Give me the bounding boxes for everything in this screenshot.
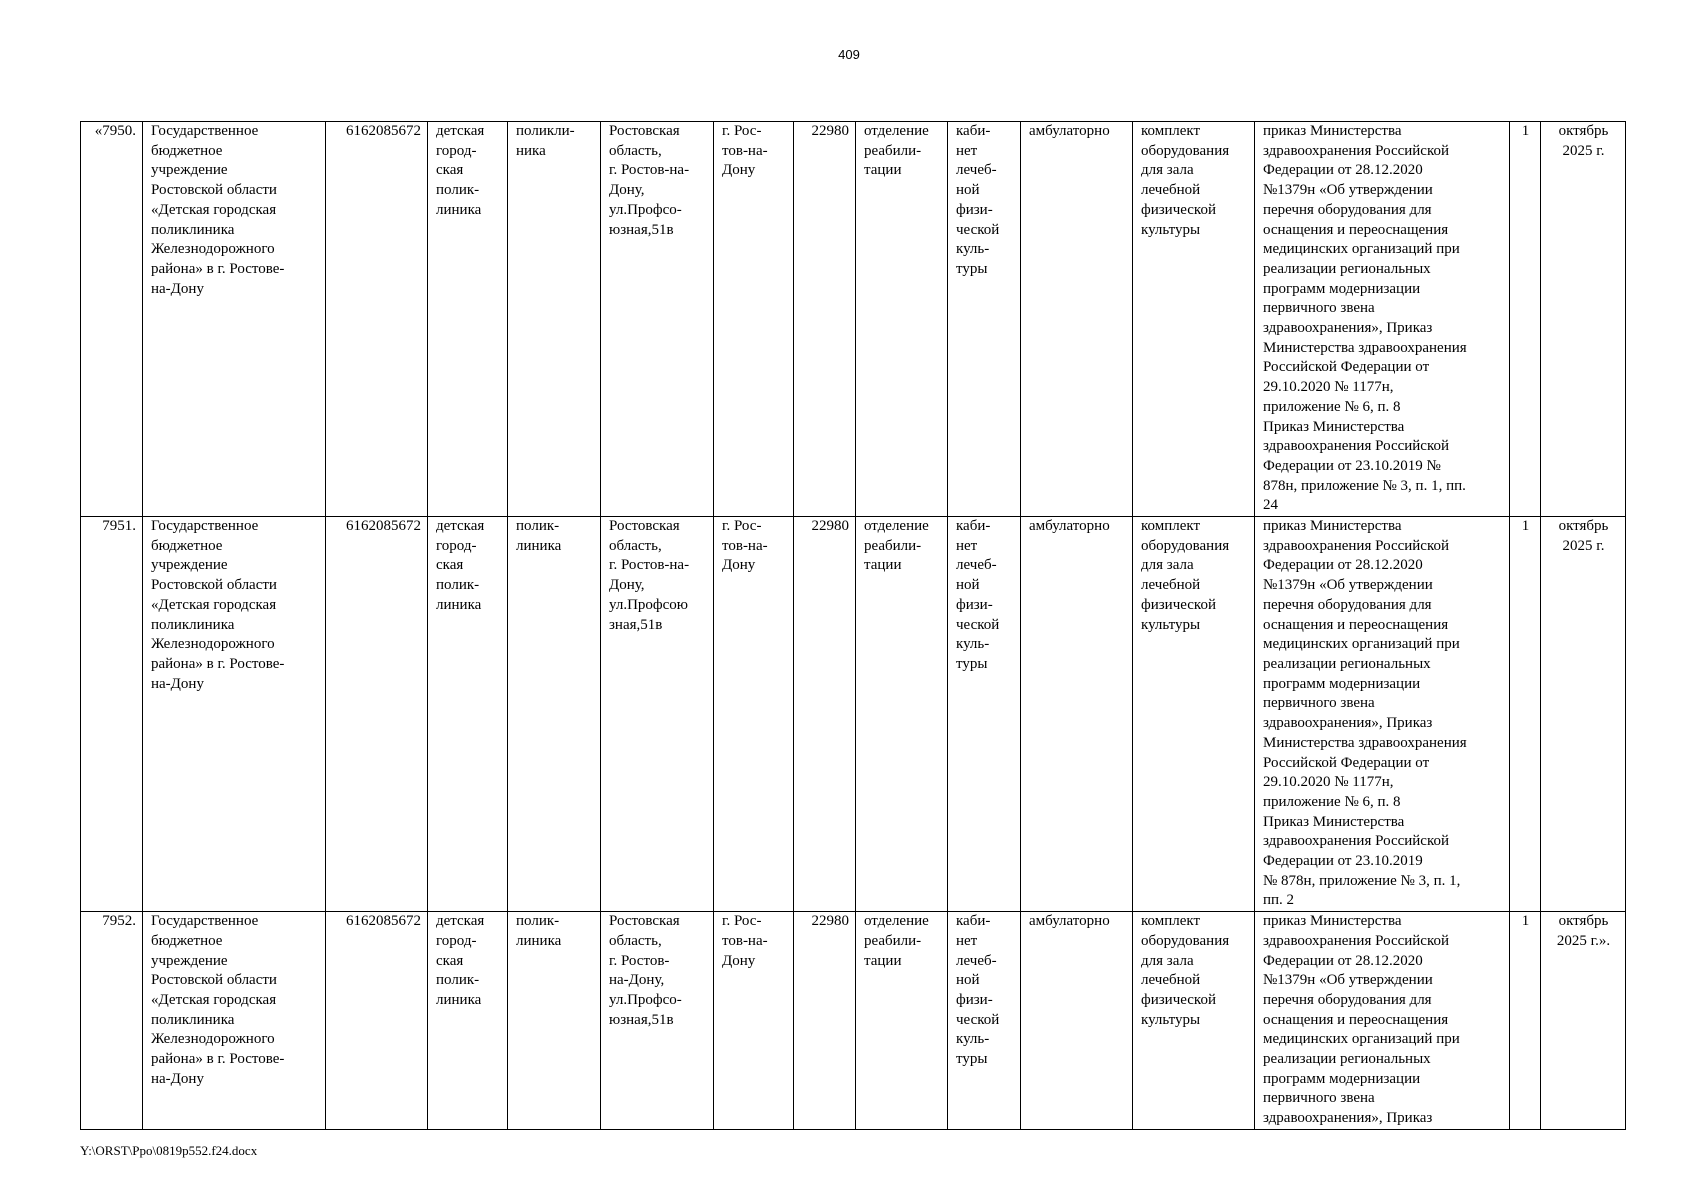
cell-term [1541,517,1626,912]
cell-text-line: Дону [722,557,756,574]
cell-text-line: для зала [1141,162,1194,179]
cell-city [714,122,794,517]
cell-text-line: октябрь [1558,518,1609,535]
cell-text-line: нет [956,932,978,949]
cell-text-line: Ростовская [609,123,680,139]
cell-text-line: № 878н, приложение № 3, п. 1, [1263,872,1461,889]
cell-text-line: программ модернизации [1263,1070,1421,1087]
cell-text-line: района» в г. Ростове- [151,260,285,277]
cell-organization [143,517,326,912]
cell-text-line: Приказ Министерства [1263,813,1405,830]
cell-org-kind [508,517,601,912]
cell-code: 22980 [794,517,856,912]
cell-text-line: ская [436,557,464,574]
cell-legal-basis [1255,912,1510,1130]
cell-text-line: Железнодорожного [151,241,275,258]
cell-text-line: культуры [1141,221,1201,238]
cell-text-line: первичного звена [1263,1090,1375,1107]
cell-text-line: туры [956,1051,988,1068]
cell-text-line: оснащения и переоснащения [1263,221,1449,238]
cell-text-line: Российской Федерации от [1263,754,1430,771]
cell-text-line: физи- [956,991,993,1008]
cell-text-line: полик- [516,518,560,535]
cell-text-line: на-Дону [151,280,204,297]
cell-row-number: 7951. [81,517,143,912]
cell-text-line: куль- [956,636,990,653]
page-number: 409 [838,47,860,62]
cell-text-line: здравоохранения Российской [1263,438,1450,455]
cell-text-line: ул.Профсо- [609,201,682,218]
cell-text-line: область, [609,537,662,554]
cell-text-line: приложение № 6, п. 8 [1263,793,1401,810]
cell-text-line: пп. 2 [1263,892,1295,909]
cell-text-line: г. Ростов- [609,952,670,969]
cell-text-line: лечебной [1141,577,1201,594]
cell-text-line: медицинских организаций при [1263,241,1460,258]
cell-row-number: «7950. [81,122,143,517]
cell-text-line: Государственное [151,518,259,535]
footer-file-path: Y:\ORST\Ppo\0819p552.f24.docx [80,1143,258,1158]
cell-text-line: «Детская городская [151,991,277,1008]
cell-text-line: лечеб- [956,557,997,574]
cell-text-line: учреждение [151,162,228,179]
cell-text-line: туры [956,655,988,672]
cell-text-line: Ростовская [609,913,680,930]
cell-text-line: программ модернизации [1263,675,1421,692]
cell-text-line: комплект [1141,913,1201,930]
cell-city [714,912,794,1130]
cell-text-line: реабили- [864,932,922,949]
cell-text-line: отделение [864,913,929,930]
cell-text-line: физической [1141,201,1216,218]
cell-code: 22980 [794,122,856,517]
cell-text-line: тации [864,952,902,969]
cell-text-line: Дону, [609,577,645,594]
cell-text-line: Министерства здравоохранения [1263,339,1467,356]
cell-care-mode: амбулаторно [1021,517,1133,912]
cell-city [714,517,794,912]
cell-text-line: октябрь [1558,123,1609,139]
cell-text-line: приказ Министерства [1263,518,1402,535]
cell-text-line: ной [956,182,980,199]
cell-text-line: лечебной [1141,972,1201,989]
cell-text-line: юзная,51в [609,1011,674,1028]
cell-text-line: нет [956,142,978,159]
cell-text-line: Дону, [609,182,645,199]
table-row [81,912,1626,1130]
cell-text-line: Железнодорожного [151,636,275,653]
cell-org-type [428,517,508,912]
cell-quantity: 1 [1510,912,1541,1130]
cell-text-line: линика [516,537,562,554]
cell-text-line: физической [1141,991,1216,1008]
cell-text-line: Дону [722,952,756,969]
cell-row-number: 7952. [81,912,143,1130]
cell-code: 22980 [794,912,856,1130]
cell-text-line: здравоохранения Российской [1263,537,1450,554]
cell-text-line: Железнодорожного [151,1031,275,1048]
cell-text-line: отделение [864,518,929,535]
cell-text-line: область, [609,932,662,949]
cell-text-line: здравоохранения», Приказ [1263,715,1433,732]
cell-organization [143,122,326,517]
cell-org-type [428,912,508,1130]
cell-text-line: куль- [956,241,990,258]
cell-address [601,517,714,912]
cell-quantity: 1 [1510,122,1541,517]
cell-text-line: линика [436,201,482,218]
cell-text-line: ной [956,972,980,989]
cell-organization [143,912,326,1130]
cell-text-line: г. Ростов-на- [609,162,690,179]
cell-text-line: полик- [516,913,560,930]
cell-text-line: перечня оборудования для [1263,596,1432,613]
cell-text-line: ул.Профсою [609,596,688,613]
cell-text-line: реализации региональных [1263,655,1431,672]
cell-text-line: района» в г. Ростове- [151,655,285,672]
cell-text-line: №1379н «Об утверждении [1263,182,1433,199]
cell-text-line: здравоохранения», Приказ [1263,1110,1433,1127]
cell-text-line: лечеб- [956,952,997,969]
cell-text-line: город- [436,932,477,949]
cell-text-line: юзная,51в [609,221,674,238]
cell-text-line: 2025 г. [1562,537,1605,554]
cell-text-line: учреждение [151,557,228,574]
cell-text-line: ника [516,142,546,159]
cell-department [856,912,948,1130]
cell-text-line: каби- [956,913,991,930]
cell-text-line: каби- [956,518,991,535]
cell-org-type [428,122,508,517]
cell-text-line: ул.Профсо- [609,991,682,1008]
cell-text-line: ческой [956,1011,1000,1028]
cell-text-line: ская [436,162,464,179]
cell-text-line: комплект [1141,123,1201,139]
cell-text-line: Приказ Министерства [1263,418,1405,435]
cell-legal-basis [1255,517,1510,912]
cell-text-line: на-Дону [151,675,204,692]
cell-text-line: г. Рос- [722,123,762,139]
cell-text-line: октябрь [1558,913,1609,930]
cell-text-line: здравоохранения Российской [1263,833,1450,850]
cell-text-line: оснащения и переоснащения [1263,616,1449,633]
cell-text-line: бюджетное [151,932,223,949]
cell-text-line: 2025 г.». [1556,932,1611,949]
cell-text-line: Ростовской области [151,182,277,199]
cell-text-line: Ростовской области [151,972,277,989]
cell-text-line: город- [436,537,477,554]
cell-inn: 6162085672 [326,517,428,912]
cell-text-line: поликли- [516,123,575,139]
cell-text-line: Ростовская [609,518,680,535]
cell-equipment [1133,912,1255,1130]
table-row [81,122,1626,517]
cell-text-line: учреждение [151,952,228,969]
cell-text-line: зная,51в [609,616,663,633]
cell-text-line: отделение [864,123,929,139]
cell-text-line: Федерации от 28.12.2020 [1263,557,1423,574]
cell-text-line: для зала [1141,557,1194,574]
cell-text-line: №1379н «Об утверждении [1263,972,1433,989]
cell-text-line: комплект [1141,518,1201,535]
cell-text-line: бюджетное [151,142,223,159]
cell-text-line: культуры [1141,616,1201,633]
cell-text-line: ной [956,577,980,594]
cell-text-line: тации [864,162,902,179]
cell-text-line: ская [436,952,464,969]
cell-text-line: детская [436,913,485,930]
cell-text-line: перечня оборудования для [1263,991,1432,1008]
cell-text-line: культуры [1141,1011,1201,1028]
cell-text-line: оборудования [1141,932,1230,949]
cell-address [601,122,714,517]
cell-text-line: «Детская городская [151,596,277,613]
cell-text-line: Российской Федерации от [1263,359,1430,376]
cell-text-line: ческой [956,221,1000,238]
cell-inn: 6162085672 [326,122,428,517]
cell-text-line: г. Рос- [722,913,762,930]
cell-text-line: на-Дону [151,1070,204,1087]
cell-text-line: 878н, приложение № 3, п. 1, пп. [1263,477,1466,494]
cell-legal-basis [1255,122,1510,517]
cell-text-line: полик- [436,577,480,594]
cell-inn: 6162085672 [326,912,428,1130]
cell-address [601,912,714,1130]
cell-text-line: тов-на- [722,142,768,159]
cell-text-line: тов-на- [722,537,768,554]
cell-text-line: тов-на- [722,932,768,949]
cell-text-line: область, [609,142,662,159]
cell-text-line: детская [436,518,485,535]
cell-text-line: тации [864,557,902,574]
cell-text-line: Ростовской области [151,577,277,594]
cell-department [856,122,948,517]
cell-text-line: поликлиника [151,221,235,238]
cell-text-line: перечня оборудования для [1263,201,1432,218]
cell-text-line: полик- [436,972,480,989]
cell-text-line: медицинских организаций при [1263,1031,1460,1048]
cell-text-line: 29.10.2020 № 1177н, [1263,774,1394,791]
cell-text-line: Государственное [151,123,259,139]
cell-text-line: здравоохранения Российской [1263,932,1450,949]
cell-room [948,122,1021,517]
cell-text-line: Федерации от 23.10.2019 [1263,853,1423,870]
cell-care-mode: амбулаторно [1021,912,1133,1130]
cell-text-line: детская [436,123,485,139]
cell-text-line: лечеб- [956,162,997,179]
cell-text-line: куль- [956,1031,990,1048]
cell-text-line: бюджетное [151,537,223,554]
cell-text-line: Федерации от 23.10.2019 № [1263,457,1441,474]
cell-equipment [1133,517,1255,912]
cell-text-line: оборудования [1141,142,1230,159]
cell-org-kind [508,122,601,517]
cell-room [948,912,1021,1130]
cell-text-line: района» в г. Ростове- [151,1051,285,1068]
cell-text-line: для зала [1141,952,1194,969]
cell-text-line: №1379н «Об утверждении [1263,577,1433,594]
cell-text-line: приложение № 6, п. 8 [1263,398,1401,415]
cell-text-line: реализации региональных [1263,260,1431,277]
cell-equipment [1133,122,1255,517]
cell-text-line: поликлиника [151,1011,235,1028]
cell-text-line: «Детская городская [151,201,277,218]
cell-text-line: реабили- [864,537,922,554]
cell-department [856,517,948,912]
cell-text-line: Федерации от 28.12.2020 [1263,162,1423,179]
cell-care-mode: амбулаторно [1021,122,1133,517]
cell-text-line: здравоохранения Российской [1263,142,1450,159]
cell-text-line: на-Дону, [609,972,665,989]
cell-text-line: Дону [722,162,756,179]
cell-text-line: Государственное [151,913,259,930]
equipment-table [80,121,1626,1130]
cell-text-line: г. Рос- [722,518,762,535]
cell-text-line: приказ Министерства [1263,913,1402,930]
cell-text-line: туры [956,260,988,277]
cell-quantity: 1 [1510,517,1541,912]
cell-text-line: г. Ростов-на- [609,557,690,574]
cell-text-line: оборудования [1141,537,1230,554]
cell-text-line: город- [436,142,477,159]
cell-text-line: Министерства здравоохранения [1263,734,1467,751]
cell-text-line: первичного звена [1263,695,1375,712]
cell-text-line: физи- [956,201,993,218]
cell-text-line: поликлиника [151,616,235,633]
cell-text-line: программ модернизации [1263,280,1421,297]
cell-text-line: физической [1141,596,1216,613]
cell-text-line: реализации региональных [1263,1051,1431,1068]
cell-term [1541,912,1626,1130]
cell-term [1541,122,1626,517]
cell-text-line: 29.10.2020 № 1177н, [1263,379,1394,396]
cell-text-line: медицинских организаций при [1263,636,1460,653]
cell-text-line: линика [436,596,482,613]
cell-text-line: каби- [956,123,991,139]
cell-text-line: реабили- [864,142,922,159]
cell-text-line: ческой [956,616,1000,633]
cell-text-line: здравоохранения», Приказ [1263,320,1433,337]
cell-room [948,517,1021,912]
cell-text-line: лечебной [1141,182,1201,199]
cell-text-line: приказ Министерства [1263,123,1402,139]
cell-org-kind [508,912,601,1130]
cell-text-line: оснащения и переоснащения [1263,1011,1449,1028]
cell-text-line: Федерации от 28.12.2020 [1263,952,1423,969]
cell-text-line: линика [436,991,482,1008]
cell-text-line: нет [956,537,978,554]
cell-text-line: физи- [956,596,993,613]
cell-text-line: линика [516,932,562,949]
cell-text-line: первичного звена [1263,300,1375,317]
table-row [81,517,1626,912]
cell-text-line: полик- [436,182,480,199]
cell-text-line: 24 [1263,497,1278,514]
cell-text-line: 2025 г. [1562,142,1605,159]
